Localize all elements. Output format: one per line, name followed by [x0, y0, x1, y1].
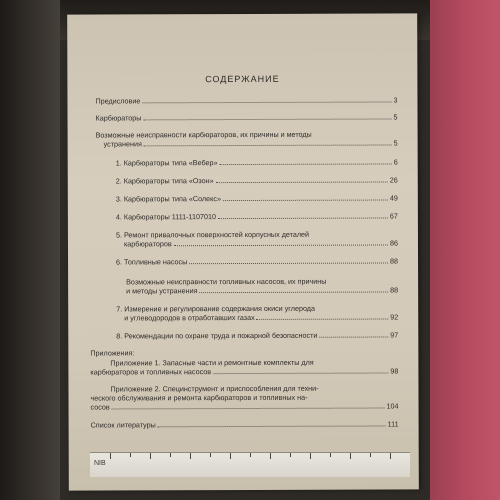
toc-entry-text: 4. Карбюраторы 1111-1107010: [115, 212, 217, 222]
toc-entry-text: Список литературы: [90, 420, 156, 430]
toc-entry-text: карбюраторов: [123, 239, 172, 249]
toc-entry-text: 5. Ремонт привалочных поверхностей корпусных деталей: [115, 229, 310, 240]
toc-entry: [91, 419, 399, 429]
toc-entry-page: 6: [393, 157, 398, 167]
toc-entry-page: 5: [393, 112, 398, 122]
toc-entry-text: Приложение 1. Запасные части и ремонтные комплекты для: [110, 357, 314, 368]
toc-entry: [116, 330, 398, 340]
page-title: СОДЕРЖАНИЕ: [205, 73, 280, 85]
toc-entry: [90, 357, 398, 376]
toc-entry-page: 88: [390, 256, 399, 266]
toc-entry-text: 1. Карбюраторы типа «Вебер»: [115, 158, 218, 168]
dark-background-left: [0, 0, 60, 500]
toc-entry-page: 88: [390, 285, 399, 295]
toc-entry-text: сосов: [90, 402, 110, 412]
toc-entry-text: Предисловие: [95, 96, 141, 106]
toc-entry-text: Приложения:: [90, 348, 135, 358]
toc-entry: [96, 112, 398, 122]
toc-entry-text: 2. Карбюраторы типа «Озон»: [115, 176, 214, 186]
toc-entry-page: 26: [389, 175, 398, 185]
toc-entry-text: ческого обслуживания и ремонта карбюраторов и топливных на-: [90, 392, 308, 403]
toc-entry-text: 7. Измерение и регулирование содержания окиси углерода: [116, 303, 315, 314]
toc-entry-page: 104: [386, 401, 399, 411]
toc-entry: [95, 95, 397, 105]
toc-entry-page: 3: [393, 95, 398, 105]
toc-entry: [116, 157, 398, 167]
toc-entry-page: 49: [389, 193, 398, 203]
toc-entry: [116, 193, 398, 203]
toc-entry-text: 6. Топливные насосы: [116, 257, 188, 267]
book-page: [67, 13, 419, 490]
toc-entry-text: устранения: [103, 139, 142, 149]
toc-entry-text: 3. Карбюраторы типа «Солекс»: [115, 194, 221, 204]
toc-entry-page: 5: [393, 138, 398, 148]
measuring-ruler: [90, 452, 410, 477]
toc-entry-text: 8. Рекомендации по охране труда и пожарной безопасности: [116, 330, 318, 341]
toc-entry-page: 111: [387, 419, 399, 429]
toc-entry-text: и углеводородов в отработавших газах: [124, 312, 255, 323]
toc-entry-text: карбюраторов и топливных насосов: [90, 367, 212, 377]
toc-entry: [116, 229, 398, 248]
toc-entry: [126, 276, 398, 295]
toc-section-heading: [90, 347, 398, 357]
toc-entry: [116, 175, 398, 185]
toc-entry-text: Карбюраторы: [95, 113, 142, 123]
toc-entry: [96, 129, 398, 148]
ruler-label: NIB: [94, 460, 106, 467]
toc-entry: [90, 383, 398, 411]
toc-entry: [116, 256, 398, 266]
toc-entry-page: 98: [390, 366, 399, 376]
toc-entry: [116, 211, 398, 221]
toc-entry-page: 67: [389, 211, 398, 221]
toc-entry-text: и методы устранения: [126, 286, 198, 296]
toc-entry-page: 86: [389, 238, 398, 248]
toc-entry: [116, 303, 398, 322]
toc-entry-page: 97: [390, 330, 399, 340]
toc-entry-text: Возможные неисправности карбюраторов, их причины и методы: [95, 129, 312, 140]
toc-entry-page: 92: [390, 312, 399, 322]
toc-entry-text: Возможные неисправности топливных насосов, их причины: [126, 276, 327, 287]
toc-entry-text: Приложение 2. Специнструмент и приспособления для техни-: [110, 383, 319, 394]
red-cover-background: [430, 0, 500, 500]
